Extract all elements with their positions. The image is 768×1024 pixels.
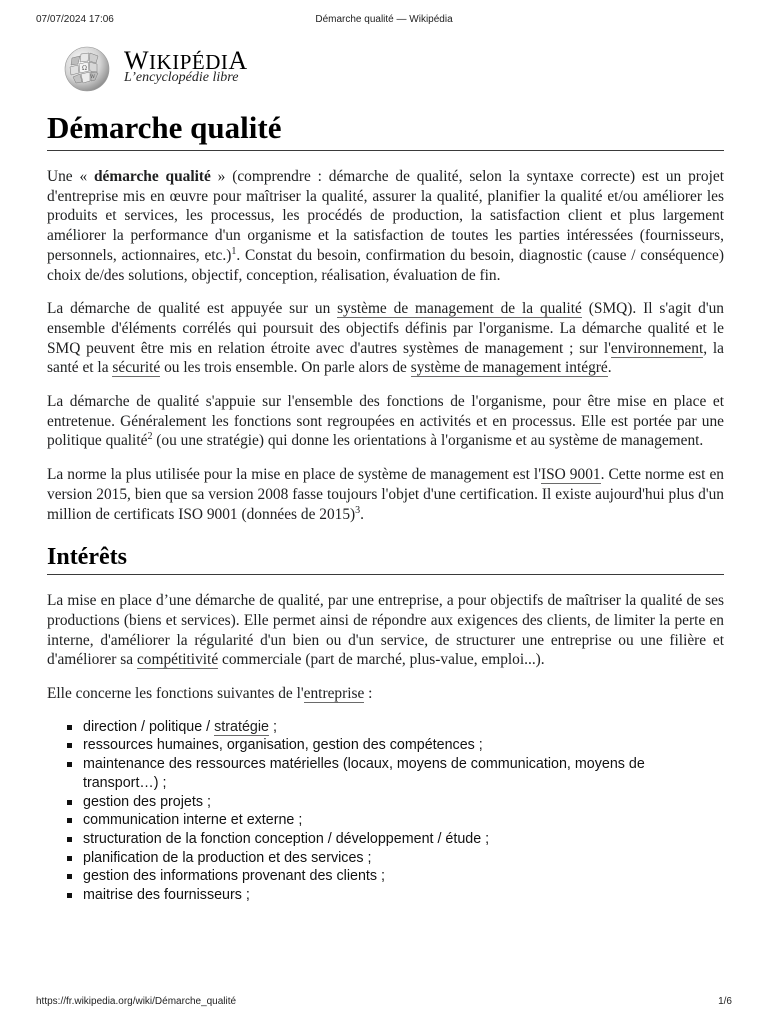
link-strategie[interactable]: stratégie bbox=[214, 718, 269, 735]
wordmark-last-letter: A bbox=[228, 46, 248, 75]
text-run: Une « bbox=[47, 168, 94, 185]
text-run: . Cette norme est en version 2015, bien que sa version 2008 fasse toujours l'objet d'une certification. Il existe aujourd'hui plus d'un million de certificats ISO 9001 (données de 2015) bbox=[47, 466, 724, 523]
svg-text:Ω: Ω bbox=[82, 65, 87, 72]
text-run: » (comprendre : démarche de qualité, selon la syntaxe correcte) est un projet d'entreprise mis en œuvre pour maîtriser la qualité, assurer la qualité, planifier la qualité et/ou améliorer les produits et services, les processus, les procédés de production, la satisfaction client et plus largement améliorer la performance d'un organisme et la satisfaction de toutes les parties intéressées (fournisseurs, personnels, actionnaires, etc.) bbox=[47, 168, 724, 264]
link-systeme-management-integre[interactable]: système de management intégré bbox=[410, 359, 608, 377]
text-run: La mise en place d’une démarche de qualité, par une entreprise, a pour objectifs de maîtriser la qualité de ses productions (biens et services). Elle permet ainsi de répondre aux exigences des clients, de limiter la perte en interne, d'améliorer la régularité d'un bien ou d'un service, de structurer une entreprise ou une filière et d'améliorer sa bbox=[47, 592, 724, 669]
list-item: maintenance des ressources matérielles (locaux, moyens de communication, moyens de transport…) ; bbox=[47, 755, 724, 792]
functions-paragraph bbox=[47, 392, 724, 451]
list-item: communication interne et externe ; bbox=[47, 811, 724, 830]
text-run: La norme la plus utilisée pour la mise en place de système de management est l' bbox=[47, 466, 541, 484]
list-item: ressources humaines, organisation, gestion des compétences ; bbox=[47, 736, 724, 755]
link-iso-9001[interactable]: ISO 9001 bbox=[540, 466, 601, 484]
text-run: . bbox=[607, 359, 612, 377]
text-run: La démarche de qualité s'appuie sur l'ensemble des fonctions de l'organisme, pour être mise en place et entretenue. Généralement les fonctions sont regroupées en activités et en processus. Elle est portée par une politique qualité bbox=[47, 393, 724, 450]
text-run: ou les trois ensemble. On parle alors de bbox=[160, 359, 411, 377]
wikipedia-tagline: L’encyclopédie libre bbox=[124, 70, 239, 85]
wordmark-middle: IKIPÉDI bbox=[149, 50, 229, 74]
functions-list bbox=[47, 718, 724, 905]
text-run: La démarche de qualité est appuyée sur un bbox=[47, 300, 338, 318]
functions-intro-paragraph bbox=[47, 684, 724, 704]
print-footer bbox=[36, 996, 732, 1010]
print-url: https://fr.wikipedia.org/wiki/Démarche_qualité bbox=[36, 996, 237, 1007]
list-item bbox=[47, 718, 724, 737]
print-page-number: 1/6 bbox=[718, 996, 732, 1007]
print-page-title: Démarche qualité — Wikipédia bbox=[315, 14, 453, 25]
page-title: Démarche qualité bbox=[47, 110, 724, 151]
list-item: planification de la production et des services ; bbox=[47, 849, 724, 868]
iso-paragraph bbox=[47, 465, 724, 524]
link-competitivite[interactable]: compétitivité bbox=[136, 651, 219, 669]
list-item: gestion des informations provenant des clients ; bbox=[47, 867, 724, 886]
article-content bbox=[47, 110, 724, 905]
text-run: . Constat du besoin, confirmation du besoin, diagnostic (cause / conséquence) choix de/des solutions, objectif, conception, réalisation, évaluation de fin. bbox=[47, 246, 724, 284]
text-run: (SMQ). Il s'agit d'un ensemble d'éléments corrélés qui poursuit des objectifs définis par l'organisme. La démarche qualité et le SMQ peuvent être mis en relation étroite avec d'autres systèmes de management ; sur l' bbox=[47, 300, 724, 357]
text-run: (ou une stratégie) qui donne les orientations à l'organisme et au système de management. bbox=[152, 432, 704, 450]
text-run: commerciale (part de marché, plus-value, emploi...). bbox=[218, 651, 545, 669]
interets-paragraph bbox=[47, 591, 724, 670]
list-item: maitrise des fournisseurs ; bbox=[47, 886, 724, 905]
text-run: direction / politique / bbox=[83, 718, 215, 735]
bold-term: démarche qualité bbox=[94, 168, 211, 185]
link-securite[interactable]: sécurité bbox=[112, 359, 161, 377]
reference-1[interactable]: 1 bbox=[231, 245, 237, 257]
svg-text:W: W bbox=[90, 74, 96, 80]
smq-paragraph bbox=[47, 299, 724, 378]
wikipedia-globe-icon bbox=[62, 44, 112, 94]
text-run: . bbox=[360, 505, 365, 523]
print-header bbox=[36, 14, 732, 28]
text-run: , la santé et la bbox=[47, 339, 725, 377]
link-entreprise[interactable]: entreprise bbox=[303, 685, 365, 703]
link-environnement[interactable]: environnement bbox=[610, 339, 704, 357]
link-systeme-management-qualite[interactable]: système de management de la qualité bbox=[337, 300, 582, 318]
section-title-interets: Intérêts bbox=[47, 544, 724, 575]
list-item: gestion des projets ; bbox=[47, 793, 724, 812]
intro-paragraph bbox=[47, 167, 724, 285]
print-date: 07/07/2024 17:06 bbox=[36, 14, 114, 25]
text-run: Elle concerne les fonctions suivantes de l' bbox=[47, 685, 304, 703]
text-run: ; bbox=[268, 718, 277, 735]
wordmark-first-letter: W bbox=[124, 46, 150, 75]
text-run: : bbox=[364, 685, 373, 703]
reference-3[interactable]: 3 bbox=[355, 504, 361, 516]
list-item: structuration de la fonction conception / développement / étude ; bbox=[47, 830, 724, 849]
reference-2[interactable]: 2 bbox=[147, 431, 153, 443]
